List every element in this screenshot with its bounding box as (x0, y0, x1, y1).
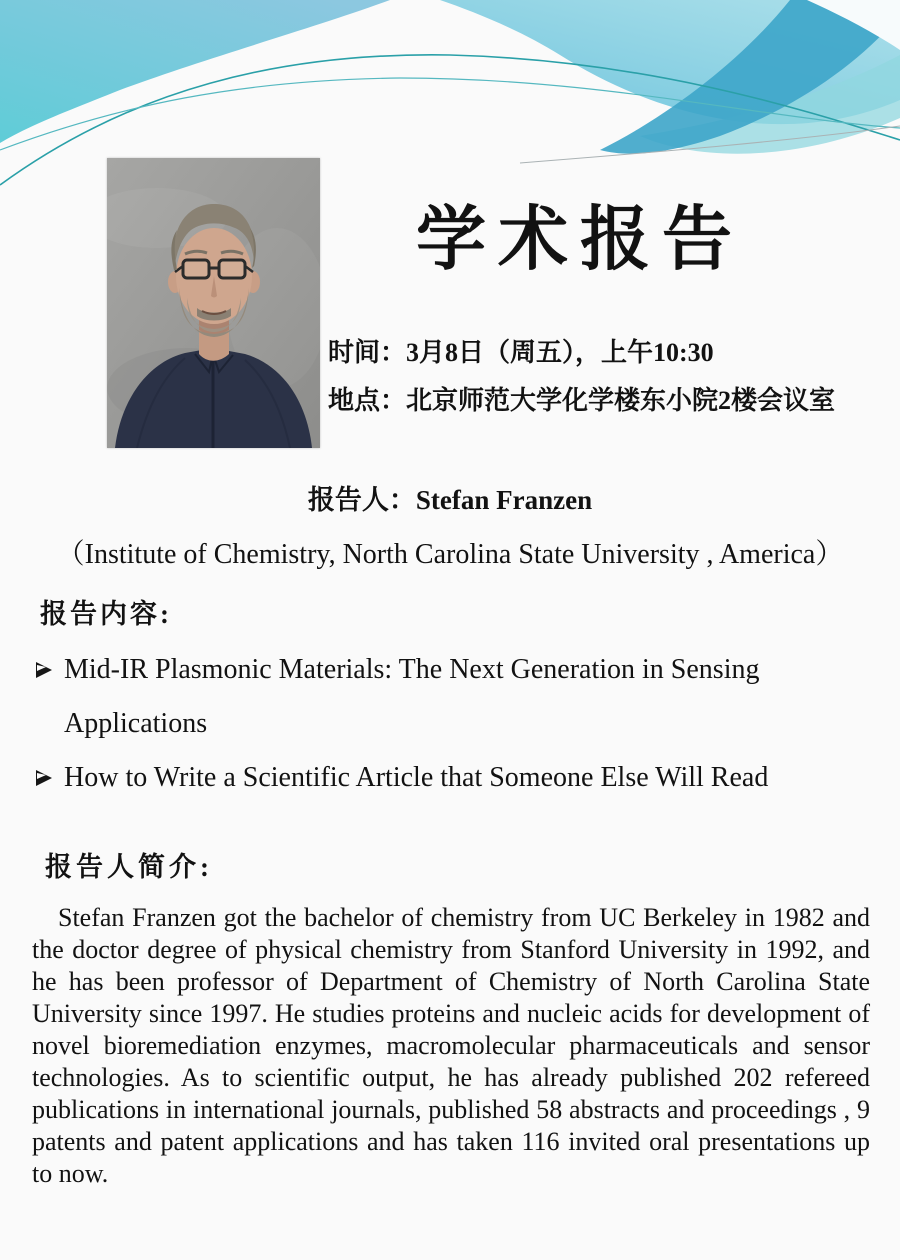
arrowhead-right-icon (36, 770, 52, 786)
schedule-block (328, 329, 835, 425)
contents-list (36, 643, 842, 805)
speaker-affiliation: （Institute of Chemistry, North Carolina State University , America） (56, 539, 844, 570)
speaker-label: 报告人： (307, 485, 416, 515)
contents-heading: 报告内容: (40, 599, 172, 629)
time-value: 3月8日（周五），上午10:30 (406, 338, 714, 367)
time-line (328, 329, 835, 377)
location-line (328, 377, 835, 425)
location-value: 北京师范大学化学楼东小院2楼会议室 (406, 386, 836, 415)
time-label: 时间： (328, 338, 407, 367)
list-item (36, 643, 842, 751)
list-item (36, 751, 842, 805)
bio-paragraph: Stefan Franzen got the bachelor of chemistry from UC Berkeley in 1982 and the doctor degree of physical chemistry from Stanford University in 1992, and he has been professor of Department of Chemistry of North Carolina State University since 1997. He studies proteins and nucleic acids for development of novel bioremediation enzymes, macromolecular pharmaceuticals and sensor technologies. As to scientific output, he has already published 202 refereed publications in international journals, published 58 abstracts and proceedings , 9 patents and patent applications and has taken 116 invited oral presentations up to now. (32, 903, 870, 1188)
speaker-line (0, 478, 900, 517)
speaker-name: Stefan Franzen (415, 485, 593, 515)
arrowhead-right-icon (36, 662, 52, 678)
bio-heading: 报告人简介: (45, 852, 213, 882)
page-title: 学术报告 (416, 202, 744, 279)
location-label: 地点： (328, 386, 407, 415)
contents-item-text: Mid-IR Plasmonic Materials: The Next Generation in Sensing Applications (64, 654, 760, 739)
contents-item-text: How to Write a Scientific Article that Someone Else Will Read (64, 762, 769, 793)
